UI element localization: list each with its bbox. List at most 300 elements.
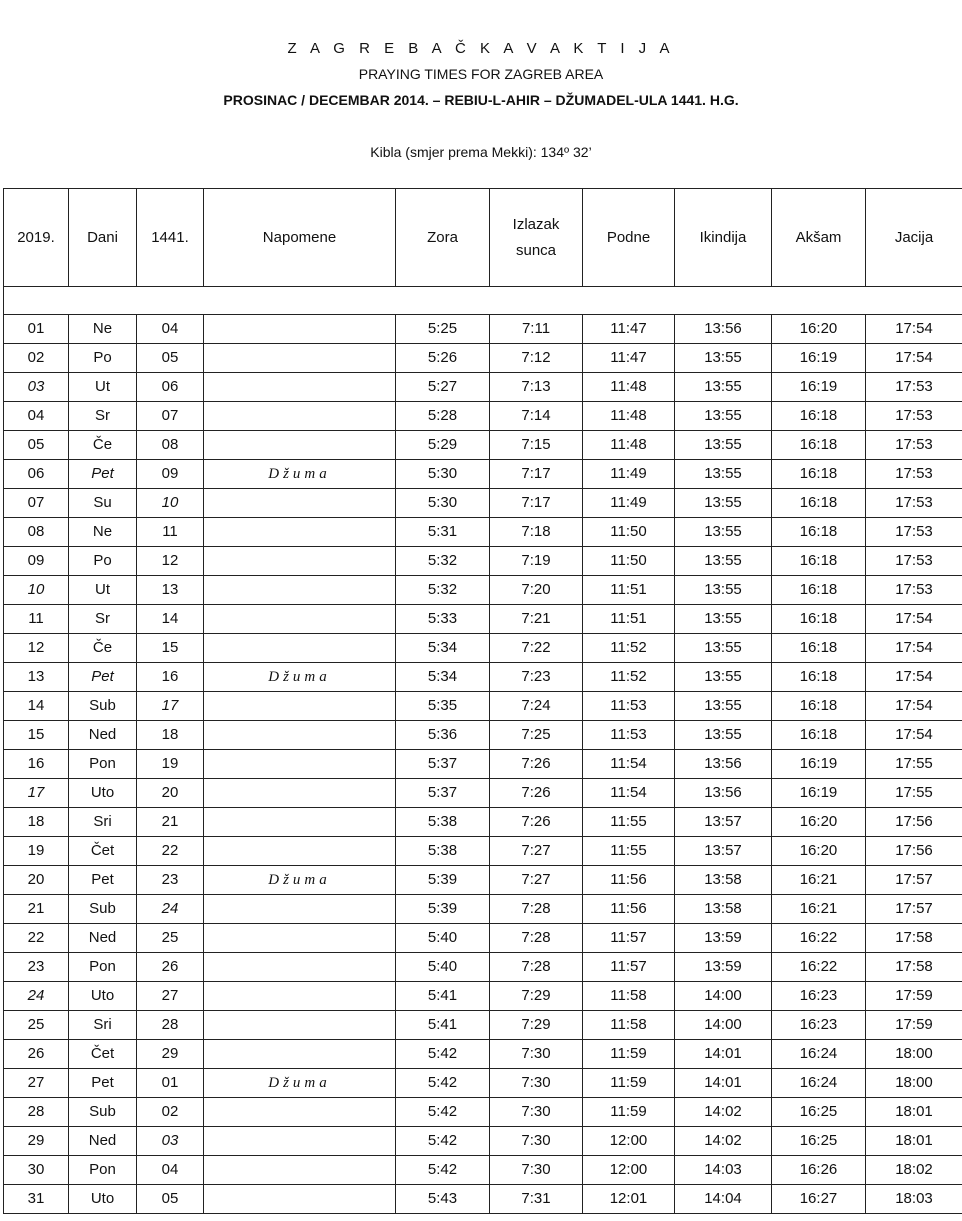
cell-date: 10 [4, 576, 69, 605]
cell-aksam: 16:25 [772, 1127, 866, 1156]
col-header-notes: Napomene [204, 189, 396, 287]
cell-zora: 5:30 [396, 460, 490, 489]
col-header-ikindija: Ikindija [675, 189, 772, 287]
cell-zora: 5:38 [396, 808, 490, 837]
cell-day: Uto [69, 779, 137, 808]
document-title: Z A G R E B A Č K A V A K T I J A [287, 40, 675, 57]
cell-podne: 11:57 [583, 924, 675, 953]
cell-jacija: 17:53 [866, 518, 962, 547]
cell-note [204, 373, 396, 402]
cell-day: Čet [69, 837, 137, 866]
cell-note [204, 431, 396, 460]
cell-hijri: 13 [137, 576, 204, 605]
cell-jacija: 17:53 [866, 402, 962, 431]
cell-jacija: 17:54 [866, 721, 962, 750]
cell-ikindija: 14:04 [675, 1185, 772, 1214]
cell-note [204, 721, 396, 750]
cell-day: Sub [69, 692, 137, 721]
cell-jacija: 17:56 [866, 837, 962, 866]
cell-date: 20 [4, 866, 69, 895]
cell-podne: 11:50 [583, 518, 675, 547]
cell-hijri: 09 [137, 460, 204, 489]
cell-day: Pet [69, 1069, 137, 1098]
cell-ikindija: 13:55 [675, 692, 772, 721]
cell-ikindija: 13:57 [675, 837, 772, 866]
cell-day: Po [69, 547, 137, 576]
spacer-cell [4, 287, 962, 315]
cell-jacija: 17:54 [866, 315, 962, 344]
table-row [4, 982, 962, 1011]
col-header-jacija: Jacija [866, 189, 962, 287]
cell-aksam: 16:18 [772, 663, 866, 692]
cell-day: Če [69, 634, 137, 663]
cell-podne: 11:53 [583, 692, 675, 721]
cell-note [204, 982, 396, 1011]
cell-zora: 5:39 [396, 895, 490, 924]
cell-ikindija: 14:01 [675, 1069, 772, 1098]
cell-jacija: 18:02 [866, 1156, 962, 1185]
table-row [4, 518, 962, 547]
cell-note [204, 895, 396, 924]
cell-izlazak: 7:22 [490, 634, 583, 663]
cell-date: 08 [4, 518, 69, 547]
cell-hijri: 28 [137, 1011, 204, 1040]
cell-aksam: 16:18 [772, 605, 866, 634]
table-row [4, 1156, 962, 1185]
table-row [4, 315, 962, 344]
table-row [4, 895, 962, 924]
cell-zora: 5:36 [396, 721, 490, 750]
cell-note [204, 1011, 396, 1040]
prayer-times-table [3, 188, 962, 1214]
cell-jacija: 17:58 [866, 924, 962, 953]
cell-day: Sub [69, 1098, 137, 1127]
col-header-hijri: 1441. [137, 189, 204, 287]
cell-hijri: 19 [137, 750, 204, 779]
table-row [4, 721, 962, 750]
cell-hijri: 23 [137, 866, 204, 895]
cell-note: Džuma [204, 663, 396, 692]
cell-note: Džuma [204, 866, 396, 895]
cell-ikindija: 13:55 [675, 634, 772, 663]
cell-ikindija: 13:59 [675, 953, 772, 982]
cell-note [204, 837, 396, 866]
cell-aksam: 16:26 [772, 1156, 866, 1185]
cell-aksam: 16:24 [772, 1069, 866, 1098]
cell-hijri: 01 [137, 1069, 204, 1098]
cell-date: 21 [4, 895, 69, 924]
cell-izlazak: 7:20 [490, 576, 583, 605]
cell-jacija: 17:59 [866, 1011, 962, 1040]
cell-aksam: 16:18 [772, 431, 866, 460]
cell-ikindija: 13:59 [675, 924, 772, 953]
cell-hijri: 05 [137, 344, 204, 373]
cell-aksam: 16:18 [772, 576, 866, 605]
cell-zora: 5:37 [396, 779, 490, 808]
cell-podne: 11:56 [583, 895, 675, 924]
cell-podne: 11:52 [583, 663, 675, 692]
cell-hijri: 11 [137, 518, 204, 547]
cell-izlazak: 7:26 [490, 779, 583, 808]
cell-note [204, 692, 396, 721]
cell-date: 27 [4, 1069, 69, 1098]
table-row [4, 953, 962, 982]
cell-izlazak: 7:30 [490, 1156, 583, 1185]
cell-zora: 5:40 [396, 953, 490, 982]
cell-jacija: 17:53 [866, 547, 962, 576]
cell-ikindija: 14:02 [675, 1127, 772, 1156]
col-header-day: Dani [69, 189, 137, 287]
cell-zora: 5:42 [396, 1069, 490, 1098]
cell-date: 30 [4, 1156, 69, 1185]
cell-hijri: 21 [137, 808, 204, 837]
kibla-direction: Kibla (smjer prema Mekki): 134º 32’ [370, 144, 592, 160]
cell-aksam: 16:18 [772, 634, 866, 663]
cell-izlazak: 7:23 [490, 663, 583, 692]
cell-jacija: 17:54 [866, 692, 962, 721]
cell-date: 28 [4, 1098, 69, 1127]
cell-zora: 5:42 [396, 1127, 490, 1156]
table-row [4, 402, 962, 431]
cell-ikindija: 13:55 [675, 518, 772, 547]
cell-date: 09 [4, 547, 69, 576]
cell-date: 17 [4, 779, 69, 808]
cell-date: 14 [4, 692, 69, 721]
cell-ikindija: 14:03 [675, 1156, 772, 1185]
cell-ikindija: 13:58 [675, 895, 772, 924]
col-header-izlazak-line1: Izlazak [512, 215, 560, 233]
cell-ikindija: 14:00 [675, 1011, 772, 1040]
col-header-aksam: Akšam [772, 189, 866, 287]
cell-jacija: 17:55 [866, 779, 962, 808]
col-header-zora: Zora [396, 189, 490, 287]
cell-zora: 5:42 [396, 1156, 490, 1185]
cell-ikindija: 13:55 [675, 605, 772, 634]
cell-hijri: 04 [137, 1156, 204, 1185]
cell-day: Pon [69, 750, 137, 779]
table-row [4, 344, 962, 373]
cell-ikindija: 13:55 [675, 663, 772, 692]
cell-date: 23 [4, 953, 69, 982]
cell-hijri: 10 [137, 489, 204, 518]
cell-zora: 5:42 [396, 1098, 490, 1127]
cell-podne: 11:56 [583, 866, 675, 895]
cell-izlazak: 7:13 [490, 373, 583, 402]
cell-aksam: 16:18 [772, 692, 866, 721]
cell-izlazak: 7:27 [490, 837, 583, 866]
cell-aksam: 16:18 [772, 460, 866, 489]
cell-aksam: 16:18 [772, 489, 866, 518]
cell-note [204, 489, 396, 518]
cell-jacija: 17:53 [866, 576, 962, 605]
col-header-izlazak-line2: sunca [515, 241, 557, 259]
cell-aksam: 16:18 [772, 721, 866, 750]
cell-izlazak: 7:28 [490, 924, 583, 953]
cell-day: Sri [69, 808, 137, 837]
cell-ikindija: 13:55 [675, 431, 772, 460]
cell-date: 02 [4, 344, 69, 373]
cell-aksam: 16:20 [772, 808, 866, 837]
cell-podne: 11:57 [583, 953, 675, 982]
cell-podne: 12:01 [583, 1185, 675, 1214]
col-header-podne: Podne [583, 189, 675, 287]
cell-jacija: 17:55 [866, 750, 962, 779]
cell-zora: 5:37 [396, 750, 490, 779]
cell-izlazak: 7:11 [490, 315, 583, 344]
cell-izlazak: 7:26 [490, 750, 583, 779]
cell-ikindija: 14:02 [675, 1098, 772, 1127]
cell-zora: 5:30 [396, 489, 490, 518]
cell-hijri: 02 [137, 1098, 204, 1127]
cell-jacija: 17:54 [866, 605, 962, 634]
cell-zora: 5:28 [396, 402, 490, 431]
cell-day: Pet [69, 663, 137, 692]
cell-day: Uto [69, 1185, 137, 1214]
table-row [4, 576, 962, 605]
cell-podne: 11:51 [583, 576, 675, 605]
cell-day: Su [69, 489, 137, 518]
cell-ikindija: 13:56 [675, 750, 772, 779]
cell-izlazak: 7:18 [490, 518, 583, 547]
cell-note [204, 1185, 396, 1214]
table-row [4, 779, 962, 808]
table-row [4, 692, 962, 721]
cell-note [204, 1098, 396, 1127]
cell-zora: 5:42 [396, 1040, 490, 1069]
cell-podne: 11:54 [583, 750, 675, 779]
cell-hijri: 03 [137, 1127, 204, 1156]
cell-aksam: 16:22 [772, 924, 866, 953]
cell-ikindija: 13:58 [675, 866, 772, 895]
cell-date: 11 [4, 605, 69, 634]
cell-note [204, 547, 396, 576]
table-row [4, 750, 962, 779]
cell-aksam: 16:19 [772, 344, 866, 373]
cell-zora: 5:38 [396, 837, 490, 866]
cell-podne: 11:48 [583, 373, 675, 402]
cell-jacija: 17:53 [866, 431, 962, 460]
cell-jacija: 17:54 [866, 344, 962, 373]
cell-zora: 5:43 [396, 1185, 490, 1214]
cell-day: Sri [69, 1011, 137, 1040]
cell-jacija: 17:57 [866, 866, 962, 895]
cell-aksam: 16:20 [772, 837, 866, 866]
cell-podne: 11:53 [583, 721, 675, 750]
cell-aksam: 16:20 [772, 315, 866, 344]
cell-note [204, 1040, 396, 1069]
cell-podne: 11:47 [583, 344, 675, 373]
cell-jacija: 18:01 [866, 1127, 962, 1156]
cell-ikindija: 13:56 [675, 779, 772, 808]
cell-aksam: 16:21 [772, 895, 866, 924]
cell-ikindija: 13:55 [675, 373, 772, 402]
cell-ikindija: 13:55 [675, 489, 772, 518]
cell-podne: 11:58 [583, 1011, 675, 1040]
table-row [4, 1040, 962, 1069]
cell-izlazak: 7:30 [490, 1040, 583, 1069]
cell-podne: 11:49 [583, 489, 675, 518]
cell-izlazak: 7:15 [490, 431, 583, 460]
cell-hijri: 24 [137, 895, 204, 924]
cell-note [204, 1156, 396, 1185]
cell-hijri: 14 [137, 605, 204, 634]
cell-day: Ned [69, 924, 137, 953]
col-header-year: 2019. [4, 189, 69, 287]
cell-aksam: 16:22 [772, 953, 866, 982]
cell-podne: 11:59 [583, 1069, 675, 1098]
cell-aksam: 16:24 [772, 1040, 866, 1069]
cell-ikindija: 13:56 [675, 315, 772, 344]
cell-date: 24 [4, 982, 69, 1011]
document-period: PROSINAC / DECEMBAR 2014. – REBIU-L-AHIR – DŽUMADEL-ULA 1441. H.G. [223, 92, 739, 108]
cell-date: 03 [4, 373, 69, 402]
cell-podne: 11:51 [583, 605, 675, 634]
cell-day: Pet [69, 460, 137, 489]
cell-day: Uto [69, 982, 137, 1011]
cell-date: 13 [4, 663, 69, 692]
cell-podne: 12:00 [583, 1127, 675, 1156]
cell-hijri: 04 [137, 315, 204, 344]
cell-izlazak: 7:30 [490, 1127, 583, 1156]
col-header-izlazak [490, 189, 583, 287]
cell-zora: 5:39 [396, 866, 490, 895]
cell-ikindija: 14:00 [675, 982, 772, 1011]
cell-aksam: 16:19 [772, 373, 866, 402]
cell-note [204, 576, 396, 605]
cell-jacija: 17:53 [866, 373, 962, 402]
cell-aksam: 16:23 [772, 1011, 866, 1040]
cell-izlazak: 7:14 [490, 402, 583, 431]
cell-day: Čet [69, 1040, 137, 1069]
cell-ikindija: 13:55 [675, 402, 772, 431]
cell-note [204, 315, 396, 344]
cell-izlazak: 7:17 [490, 460, 583, 489]
table-row [4, 460, 962, 489]
cell-zora: 5:40 [396, 924, 490, 953]
cell-aksam: 16:19 [772, 779, 866, 808]
cell-podne: 11:59 [583, 1098, 675, 1127]
cell-day: Sr [69, 605, 137, 634]
cell-date: 12 [4, 634, 69, 663]
cell-izlazak: 7:26 [490, 808, 583, 837]
cell-podne: 11:58 [583, 982, 675, 1011]
cell-hijri: 22 [137, 837, 204, 866]
cell-date: 19 [4, 837, 69, 866]
cell-jacija: 18:03 [866, 1185, 962, 1214]
table-row [4, 808, 962, 837]
cell-ikindija: 13:55 [675, 547, 772, 576]
cell-podne: 11:48 [583, 402, 675, 431]
cell-ikindija: 13:57 [675, 808, 772, 837]
table-row [4, 605, 962, 634]
cell-jacija: 17:53 [866, 489, 962, 518]
cell-podne: 11:47 [583, 315, 675, 344]
cell-date: 18 [4, 808, 69, 837]
cell-note [204, 750, 396, 779]
table-row [4, 489, 962, 518]
cell-note [204, 402, 396, 431]
cell-day: Ut [69, 373, 137, 402]
cell-note: Džuma [204, 1069, 396, 1098]
cell-ikindija: 13:55 [675, 721, 772, 750]
cell-zora: 5:34 [396, 663, 490, 692]
cell-izlazak: 7:29 [490, 1011, 583, 1040]
cell-hijri: 29 [137, 1040, 204, 1069]
cell-aksam: 16:23 [772, 982, 866, 1011]
cell-zora: 5:26 [396, 344, 490, 373]
cell-izlazak: 7:21 [490, 605, 583, 634]
cell-hijri: 27 [137, 982, 204, 1011]
cell-hijri: 12 [137, 547, 204, 576]
cell-day: Če [69, 431, 137, 460]
cell-hijri: 07 [137, 402, 204, 431]
cell-date: 25 [4, 1011, 69, 1040]
cell-jacija: 17:56 [866, 808, 962, 837]
cell-zora: 5:33 [396, 605, 490, 634]
cell-izlazak: 7:29 [490, 982, 583, 1011]
cell-zora: 5:31 [396, 518, 490, 547]
cell-hijri: 05 [137, 1185, 204, 1214]
cell-note [204, 808, 396, 837]
cell-day: Pon [69, 953, 137, 982]
cell-note [204, 344, 396, 373]
cell-note [204, 1127, 396, 1156]
cell-zora: 5:32 [396, 547, 490, 576]
cell-izlazak: 7:12 [490, 344, 583, 373]
cell-zora: 5:41 [396, 982, 490, 1011]
cell-izlazak: 7:28 [490, 895, 583, 924]
cell-hijri: 18 [137, 721, 204, 750]
cell-ikindija: 13:55 [675, 460, 772, 489]
cell-jacija: 18:00 [866, 1069, 962, 1098]
cell-aksam: 16:27 [772, 1185, 866, 1214]
cell-izlazak: 7:25 [490, 721, 583, 750]
cell-note [204, 634, 396, 663]
cell-date: 31 [4, 1185, 69, 1214]
cell-izlazak: 7:31 [490, 1185, 583, 1214]
cell-date: 06 [4, 460, 69, 489]
table-row [4, 837, 962, 866]
cell-day: Sub [69, 895, 137, 924]
cell-date: 26 [4, 1040, 69, 1069]
cell-aksam: 16:25 [772, 1098, 866, 1127]
cell-podne: 11:59 [583, 1040, 675, 1069]
cell-hijri: 08 [137, 431, 204, 460]
table-row [4, 634, 962, 663]
table-row [4, 431, 962, 460]
cell-ikindija: 14:01 [675, 1040, 772, 1069]
table-row [4, 1127, 962, 1156]
cell-day: Ned [69, 721, 137, 750]
cell-note [204, 924, 396, 953]
cell-podne: 11:50 [583, 547, 675, 576]
cell-zora: 5:29 [396, 431, 490, 460]
table-row [4, 1185, 962, 1214]
cell-izlazak: 7:27 [490, 866, 583, 895]
cell-jacija: 17:54 [866, 663, 962, 692]
cell-aksam: 16:21 [772, 866, 866, 895]
cell-izlazak: 7:30 [490, 1098, 583, 1127]
table-row [4, 924, 962, 953]
cell-date: 07 [4, 489, 69, 518]
cell-day: Ne [69, 518, 137, 547]
cell-jacija: 17:59 [866, 982, 962, 1011]
table-row [4, 1011, 962, 1040]
cell-izlazak: 7:28 [490, 953, 583, 982]
cell-hijri: 20 [137, 779, 204, 808]
cell-hijri: 25 [137, 924, 204, 953]
cell-date: 29 [4, 1127, 69, 1156]
